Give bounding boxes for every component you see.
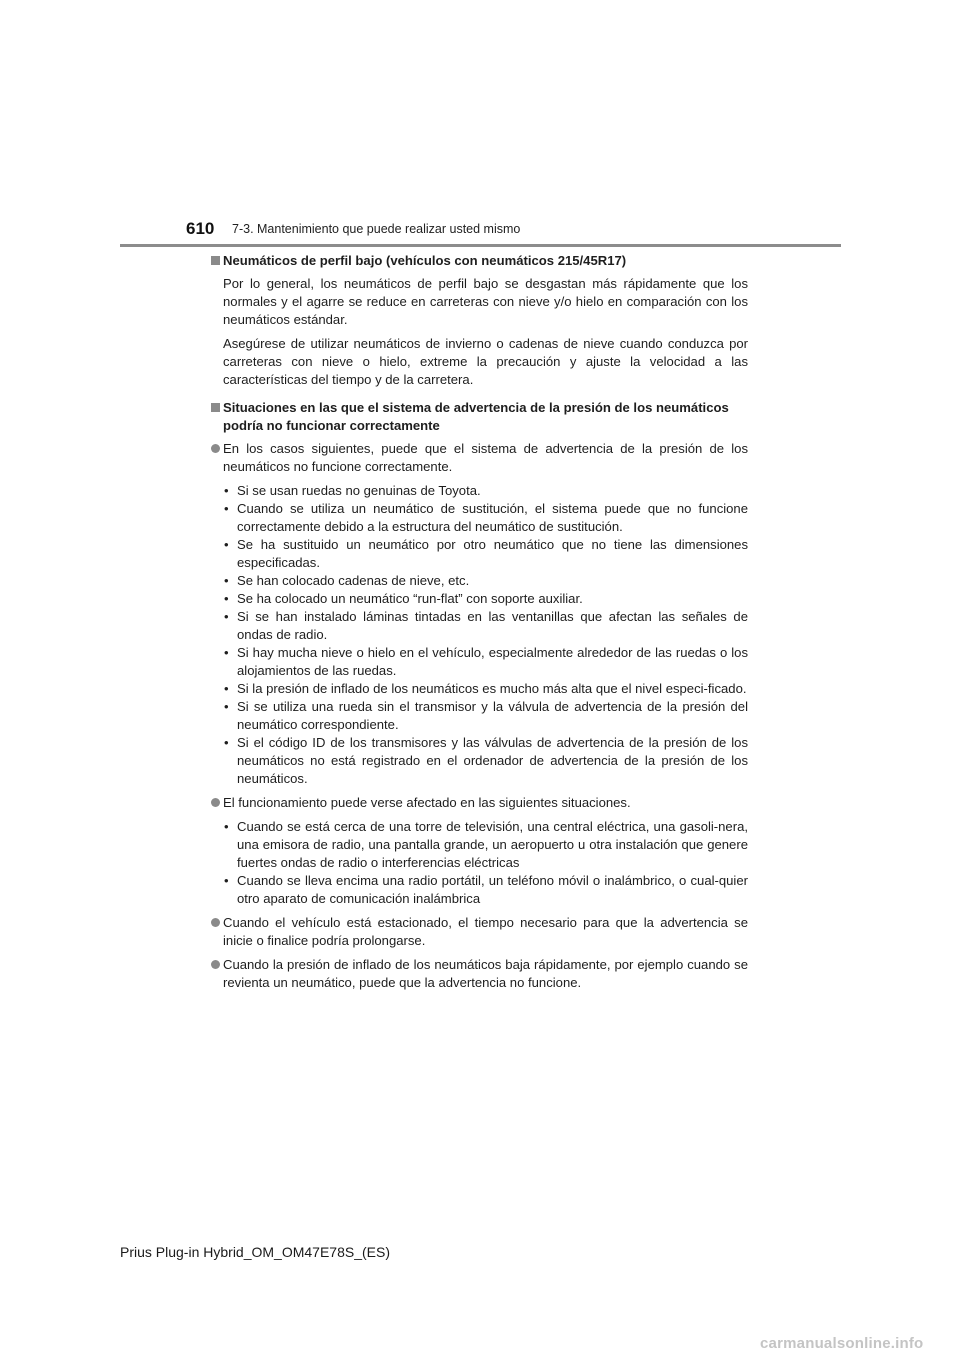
sub-list bbox=[223, 482, 748, 788]
bullet-item bbox=[210, 440, 748, 476]
footer-doc-id: Prius Plug-in Hybrid_OM_OM47E78S_(ES) bbox=[120, 1244, 390, 1260]
circle-bullet-icon bbox=[211, 960, 220, 969]
list-item: • Cuando se lleva encima una radio portátil, un teléfono móvil o inalámbrico, o cual-quier otro aparato de comunicación inalámbrica bbox=[224, 873, 748, 906]
bullet-item bbox=[210, 914, 748, 950]
list-item: • Si se han instalado láminas tintadas en las ventanillas que afectan las señales de ondas de radio. bbox=[224, 609, 748, 642]
list-item: • Cuando se utiliza un neumático de sustitución, el sistema puede que no funcione correctamente debido a la estructura del neumático de sustitución. bbox=[224, 501, 748, 534]
circle-bullet-icon bbox=[211, 918, 220, 927]
bullet-item bbox=[210, 956, 748, 992]
watermark: carmanualsonline.info bbox=[760, 1335, 924, 1352]
square-bullet-icon bbox=[211, 403, 220, 412]
section-heading-text: Situaciones en las que el sistema de advertencia de la presión de los neumáticos podría no funcionar correctamente bbox=[223, 400, 729, 433]
section-heading bbox=[210, 252, 748, 270]
list-item: • Se ha colocado un neumático “run-flat” con soporte auxiliar. bbox=[224, 591, 583, 606]
circle-bullet-icon bbox=[211, 798, 220, 807]
bullet-text: Cuando la presión de inflado de los neumáticos baja rápidamente, por ejemplo cuando se revienta un neumático, puede que la advertencia no funcione. bbox=[223, 957, 748, 990]
circle-bullet-icon bbox=[211, 444, 220, 453]
section-title: 7-3. Mantenimiento que puede realizar usted mismo bbox=[232, 222, 521, 236]
paragraph: Por lo general, los neumáticos de perfil bajo se desgastan más rápidamente que los normales y el agarre se reduce en carreteras con nieve y/o hielo en comparación con los neumáticos estándar. bbox=[223, 276, 748, 327]
list-item: • Si hay mucha nieve o hielo en el vehículo, especialmente alrededor de las ruedas o los alojamientos de las ruedas. bbox=[224, 645, 748, 678]
section-heading-text: Neumáticos de perfil bajo (vehículos con neumáticos 215/45R17) bbox=[223, 253, 627, 268]
bullet-text: El funcionamiento puede verse afectado en las siguientes situaciones. bbox=[223, 795, 631, 810]
sub-list bbox=[223, 818, 748, 908]
bullet-item bbox=[210, 794, 748, 812]
list-item: • Si se utiliza una rueda sin el transmisor y la válvula de advertencia de la presión del neumático correspondiente. bbox=[224, 699, 748, 732]
header-rule bbox=[120, 244, 841, 247]
paragraph: Asegúrese de utilizar neumáticos de invierno o cadenas de nieve cuando conduzca por carreteras con nieve o hielo, extreme la precaución y ajuste la velocidad a las características del tiempo y de la carretera. bbox=[223, 336, 748, 387]
list-item: • Si la presión de inflado de los neumáticos es mucho más alta que el nivel especi-ficado. bbox=[224, 681, 747, 696]
list-item: • Si se usan ruedas no genuinas de Toyota. bbox=[224, 483, 481, 498]
bullet-text: Cuando el vehículo está estacionado, el tiempo necesario para que la advertencia se inicie o finalice podría prolongarse. bbox=[223, 915, 748, 948]
square-bullet-icon bbox=[211, 256, 220, 265]
page-number: 610 bbox=[186, 219, 215, 238]
list-item: • Se ha sustituido un neumático por otro neumático que no tiene las dimensiones especificadas. bbox=[224, 537, 748, 570]
list-item: • Cuando se está cerca de una torre de televisión, una central eléctrica, una gasoli-nera, una emisora de radio, una pantalla grande, un aeropuerto u otra instalación que genere fuertes ondas de radio o interferencias eléctricas bbox=[224, 819, 748, 870]
section-heading bbox=[210, 399, 748, 435]
list-item: • Se han colocado cadenas de nieve, etc. bbox=[224, 573, 470, 588]
bullet-text: En los casos siguientes, puede que el sistema de advertencia de la presión de los neumáticos no funcione correctamente. bbox=[223, 441, 748, 474]
list-item: • Si el código ID de los transmisores y las válvulas de advertencia de la presión de los neumáticos no está registrado en el ordenador de advertencia de la presión de los neumáticos. bbox=[224, 735, 748, 786]
page-content bbox=[210, 252, 748, 998]
